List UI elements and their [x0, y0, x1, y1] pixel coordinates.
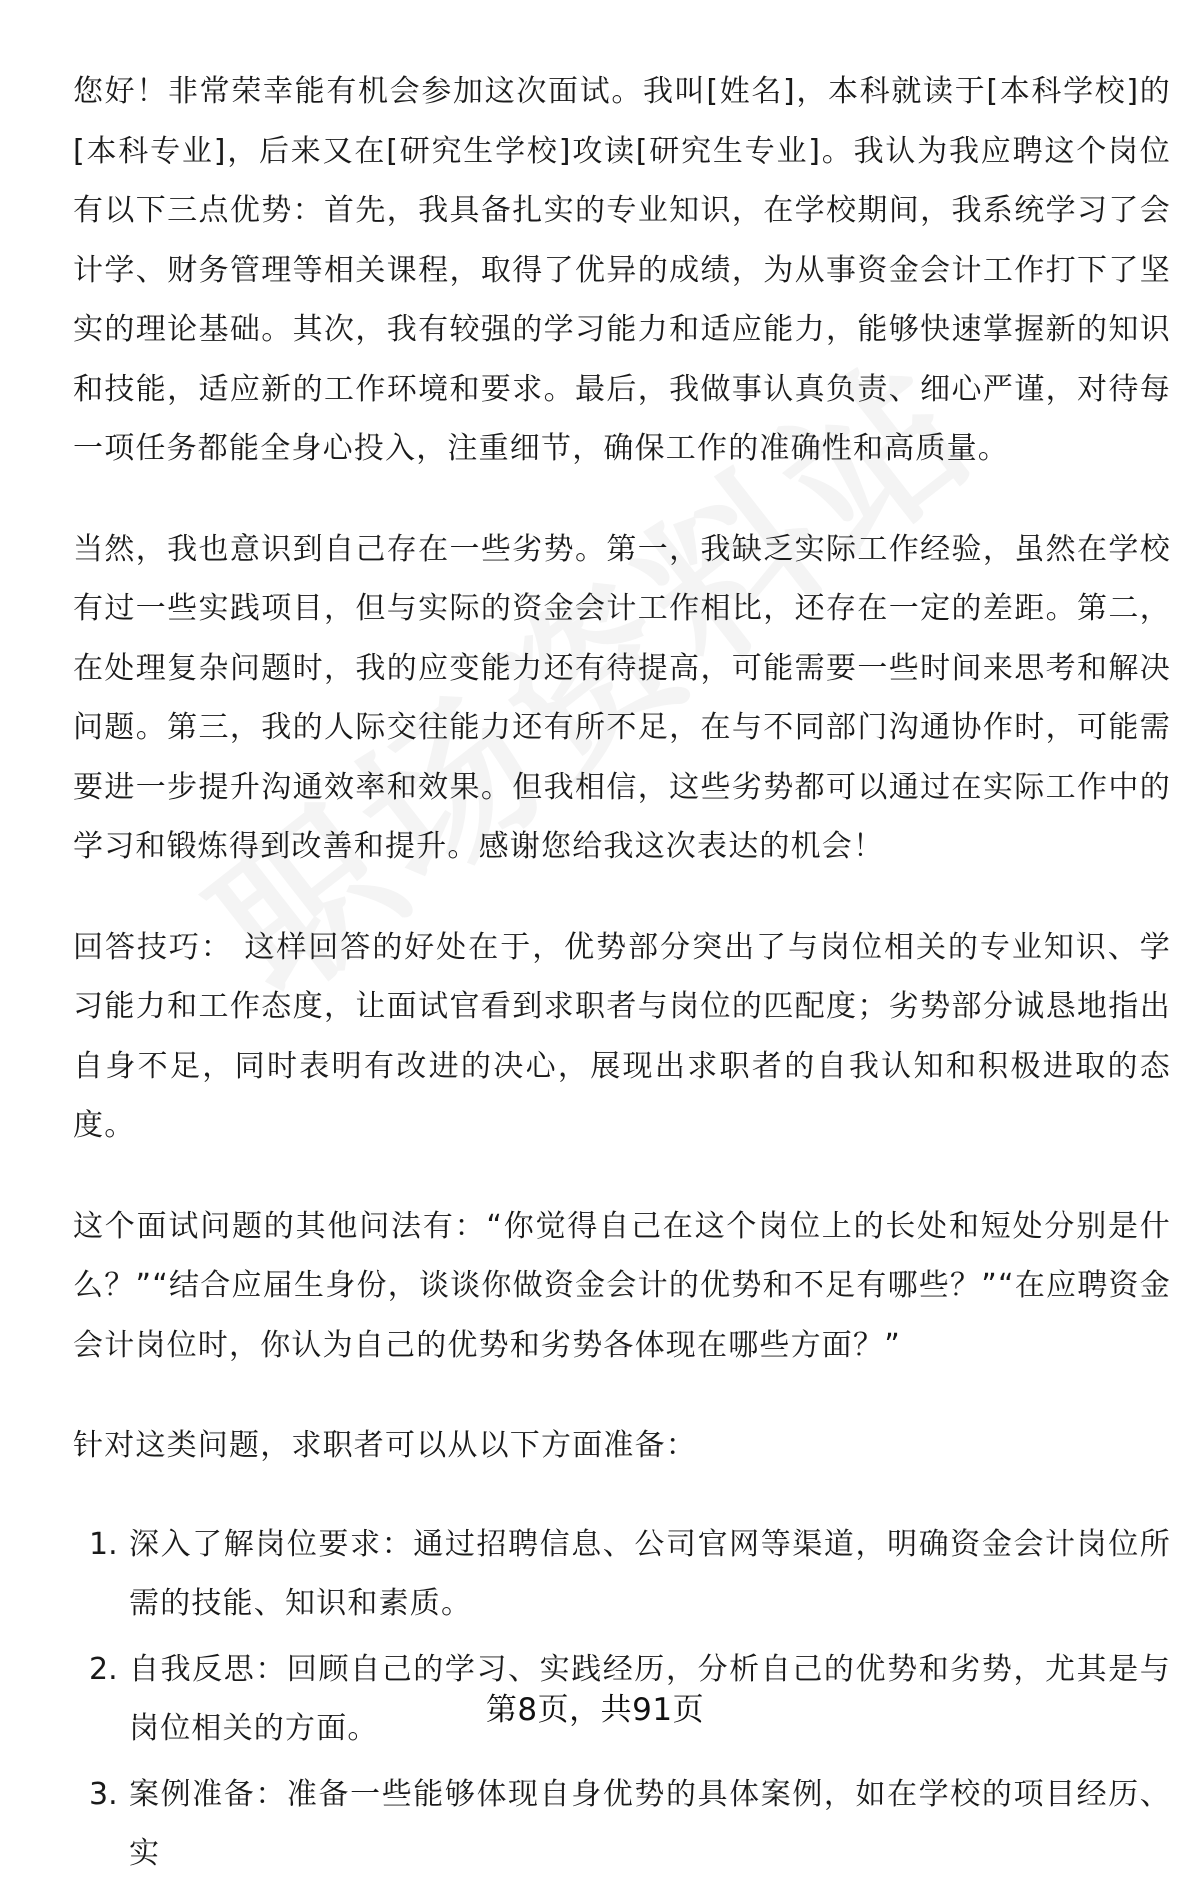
list-item [73, 1765, 1171, 1884]
paragraph-self-intro: 您好！非常荣幸能有机会参加这次面试。我叫[姓名]，本科就读于[本科学校]的[本科专业]，后来又在[研究生学校]攻读[研究生专业]。我认为我应聘这个岗位有以下三点优势：首先，我具备扎实的专业知识，在学校期间，我系统学习了会计学、财务管理等相关课程，取得了优异的成绩，为从事资金会计工作打下了坚实的理论基础。其次，我有较强的学习能力和适应能力，能够快速掌握新的知识和技能，适应新的工作环境和要求。最后，我做事认真负责、细心严谨，对待每一项任务都能全身心投入，注重细节，确保工作的准确性和高质量。 [73, 74, 1171, 466]
list-item-text: 案例准备：准备一些能够体现自身优势的具体案例，如在学校的项目经历、实 [129, 1776, 1171, 1871]
page-number-footer: 第8页，共91页 [485, 1692, 705, 1728]
document-body [73, 62, 1171, 1890]
list-item-number: 1. [89, 1526, 118, 1562]
paragraph-preparation-intro: 针对这类问题，求职者可以从以下方面准备： [73, 1428, 697, 1463]
list-item [73, 1515, 1171, 1634]
list-item-number: 2. [89, 1651, 118, 1687]
list-item-text: 深入了解岗位要求：通过招聘信息、公司官网等渠道，明确资金会计岗位所需的技能、知识和素质。 [129, 1526, 1171, 1621]
list-item-text: 自我反思：回顾自己的学习、实践经历，分析自己的优势和劣势，尤其是与岗位相关的方面。 [129, 1651, 1171, 1746]
paragraph-answer-tips: 回答技巧： 这样回答的好处在于，优势部分突出了与岗位相关的专业知识、学习能力和工作态度，让面试官看到求职者与岗位的匹配度；劣势部分诚恳地指出自身不足，同时表明有改进的决心，展现出求职者的自我认知和积极进取的态度。 [73, 929, 1171, 1143]
list-item-number: 3. [89, 1776, 118, 1812]
paragraph-alternative-questions: 这个面试问题的其他问法有：“你觉得自己在这个岗位上的长处和短处分别是什么？”“结合应届生身份，谈谈你做资金会计的优势和不足有哪些？”“在应聘资金会计岗位时，你认为自己的优势和劣势各体现在哪些方面？” [73, 1208, 1171, 1363]
paragraph-weaknesses: 当然，我也意识到自己存在一些劣势。第一，我缺乏实际工作经验，虽然在学校有过一些实践项目，但与实际的资金会计工作相比，还存在一定的差距。第二，在处理复杂问题时，我的应变能力还有待提高，可能需要一些时间来思考和解决问题。第三，我的人际交往能力还有所不足，在与不同部门沟通协作时，可能需要进一步提升沟通效率和效果。但我相信，这些劣势都可以通过在实际工作中的学习和锻炼得到改善和提升。感谢您给我这次表达的机会！ [73, 531, 1171, 864]
